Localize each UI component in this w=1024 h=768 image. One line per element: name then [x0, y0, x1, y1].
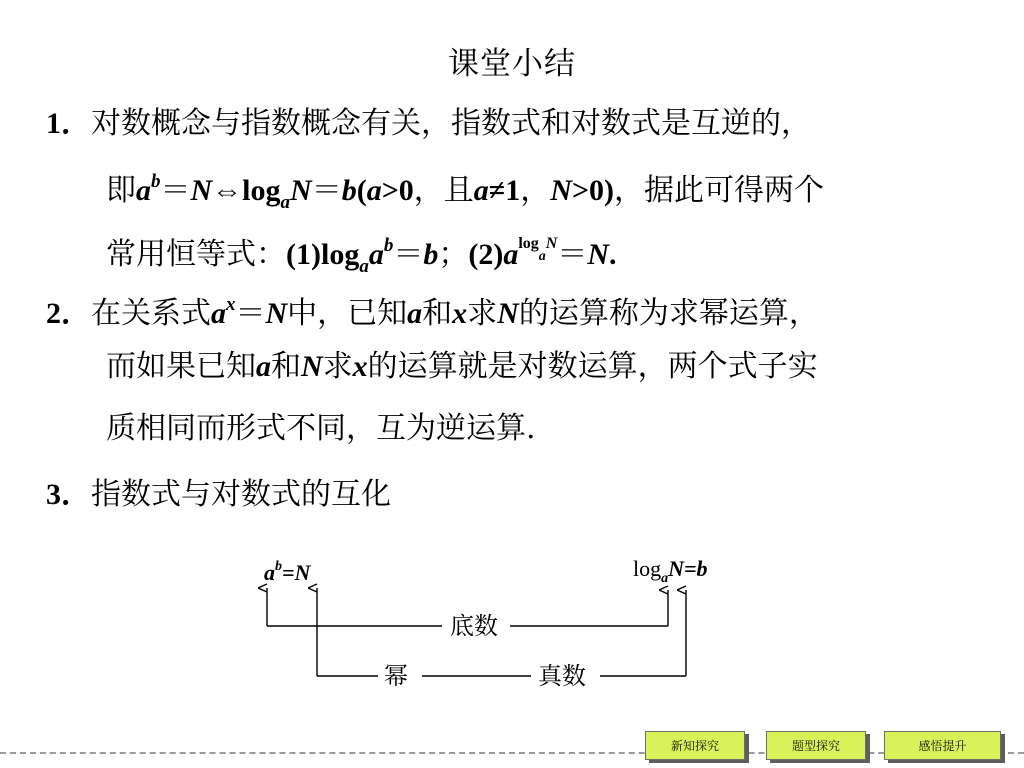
left-rest: =N — [282, 560, 311, 585]
equals: ＝ — [311, 173, 342, 208]
var-a: a — [136, 174, 151, 207]
var-x: x — [452, 297, 468, 330]
math: >0) — [571, 174, 615, 207]
right-log: log — [633, 556, 662, 581]
sub-a: a — [280, 192, 291, 213]
sub-a: a — [538, 249, 546, 264]
diagram-left-formula — [264, 559, 312, 585]
left-sup: b — [275, 559, 282, 574]
text: ，且 — [413, 173, 474, 208]
equals: ＝ — [235, 296, 266, 331]
left-base: a — [264, 560, 275, 585]
var-N: N — [265, 297, 288, 330]
text: 而如果已知 — [106, 349, 256, 384]
sup-b: b — [383, 235, 394, 256]
equals: ＝ — [393, 237, 424, 272]
text: 求 — [322, 349, 353, 384]
var-a: a — [368, 238, 384, 271]
right-rest: N=b — [668, 556, 708, 581]
sup-b: b — [151, 171, 161, 192]
var-b: b — [423, 238, 439, 271]
iff-symbol: ⇔ — [212, 174, 243, 207]
nav-button-question-types[interactable]: 题型探究 — [766, 731, 866, 760]
var-N: N — [587, 238, 609, 271]
right-sub: a — [661, 571, 669, 586]
var-a: a — [211, 297, 226, 330]
math: (2) — [468, 238, 504, 271]
sub-a: a — [359, 256, 369, 277]
text: ； — [438, 237, 469, 272]
footer-divider — [0, 752, 1024, 754]
sup-x: x — [226, 294, 236, 315]
text: 和 — [271, 349, 301, 384]
item3-text: 指数式与对数式的互化 — [91, 477, 391, 512]
text: 的运算就是对数运算，两个式子实 — [367, 349, 818, 384]
label-base: 底数 — [450, 614, 498, 640]
item1-text1: 对数概念与指数概念有关，指数式和对数式是互逆的， — [91, 106, 811, 141]
text: 常用恒等式： — [106, 237, 286, 272]
math: (1) — [286, 238, 321, 271]
text: 即 — [106, 173, 136, 208]
item3-number: 3． — [46, 478, 91, 511]
text: 和 — [422, 296, 453, 331]
log-text: log — [242, 174, 281, 207]
item2-number: 2． — [46, 297, 91, 330]
var-b: b — [341, 174, 357, 207]
label-power: 幂 — [384, 664, 408, 690]
var-a: a — [366, 174, 382, 207]
var-a: a — [256, 350, 271, 383]
var-a: a — [407, 297, 423, 330]
equals: ＝ — [160, 173, 191, 208]
var-N: N — [497, 297, 519, 330]
var-N: N — [550, 174, 572, 207]
math: ≠1 — [488, 174, 521, 207]
text: 在关系式 — [91, 296, 211, 331]
period: . — [609, 238, 617, 271]
sup-N: N — [545, 235, 558, 252]
var-N: N — [190, 174, 213, 207]
sup-log: log — [518, 235, 539, 252]
math: >0 — [381, 174, 414, 207]
page-title: 课堂小结 — [448, 46, 576, 82]
nav-button-new-knowledge[interactable]: 新知探究 — [645, 731, 745, 760]
var-N: N — [290, 174, 312, 207]
log-text: log — [320, 238, 360, 271]
text: 的运算称为求幂运算， — [518, 296, 819, 331]
var-x: x — [352, 350, 368, 383]
var-a: a — [473, 174, 489, 207]
label-true: 真数 — [538, 664, 586, 690]
text: ，据此可得两个 — [614, 173, 825, 208]
diagram-right-formula — [633, 556, 708, 586]
text: 求 — [467, 296, 498, 331]
var-N: N — [301, 350, 323, 383]
paren: ( — [356, 174, 367, 207]
text: ， — [520, 173, 551, 208]
item2-line3: 质相同而形式不同，互为逆运算. — [106, 411, 536, 446]
var-a: a — [503, 238, 519, 271]
item1-number: 1． — [46, 107, 91, 140]
nav-button-reflection[interactable]: 感悟提升 — [884, 731, 1001, 760]
equals: ＝ — [557, 237, 588, 272]
text: 中，已知 — [287, 296, 408, 331]
